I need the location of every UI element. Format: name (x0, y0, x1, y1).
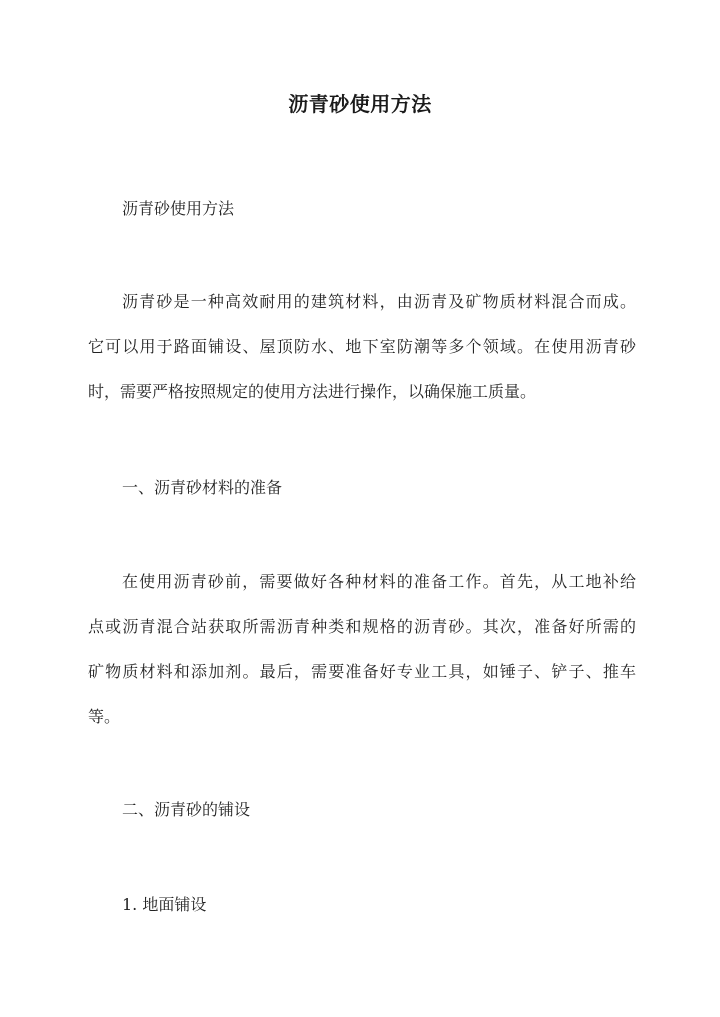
document-title: 沥青砂使用方法 (288, 92, 432, 116)
paragraph-line: 沥青砂是一种高效耐用的建筑材料，由沥青及矿物质材料混合而成。 (122, 292, 636, 311)
paragraph-line: 时，需要严格按照规定的使用方法进行操作，以确保施工质量。 (88, 382, 537, 401)
paragraph-line: 矿物质材料和添加剂。最后，需要准备好专业工具，如锤子、铲子、推车 (88, 662, 636, 681)
paragraph-line: 等。 (88, 707, 121, 726)
paragraph-line: 在使用沥青砂前，需要做好各种材料的准备工作。首先，从工地补给 (122, 572, 636, 591)
section-heading-laying: 二、沥青砂的铺设 (122, 800, 251, 819)
section-heading: 沥青砂使用方法 (122, 199, 235, 218)
paragraph-line: 它可以用于路面铺设、屋顶防水、地下室防潮等多个领域。在使用沥青砂 (88, 337, 636, 356)
subsection-heading-ground: 1. 地面铺设 (122, 895, 207, 914)
paragraph-line: 点或沥青混合站获取所需沥青种类和规格的沥青砂。其次，准备好所需的 (88, 617, 636, 636)
section-heading-materials: 一、沥青砂材料的准备 (122, 478, 283, 497)
